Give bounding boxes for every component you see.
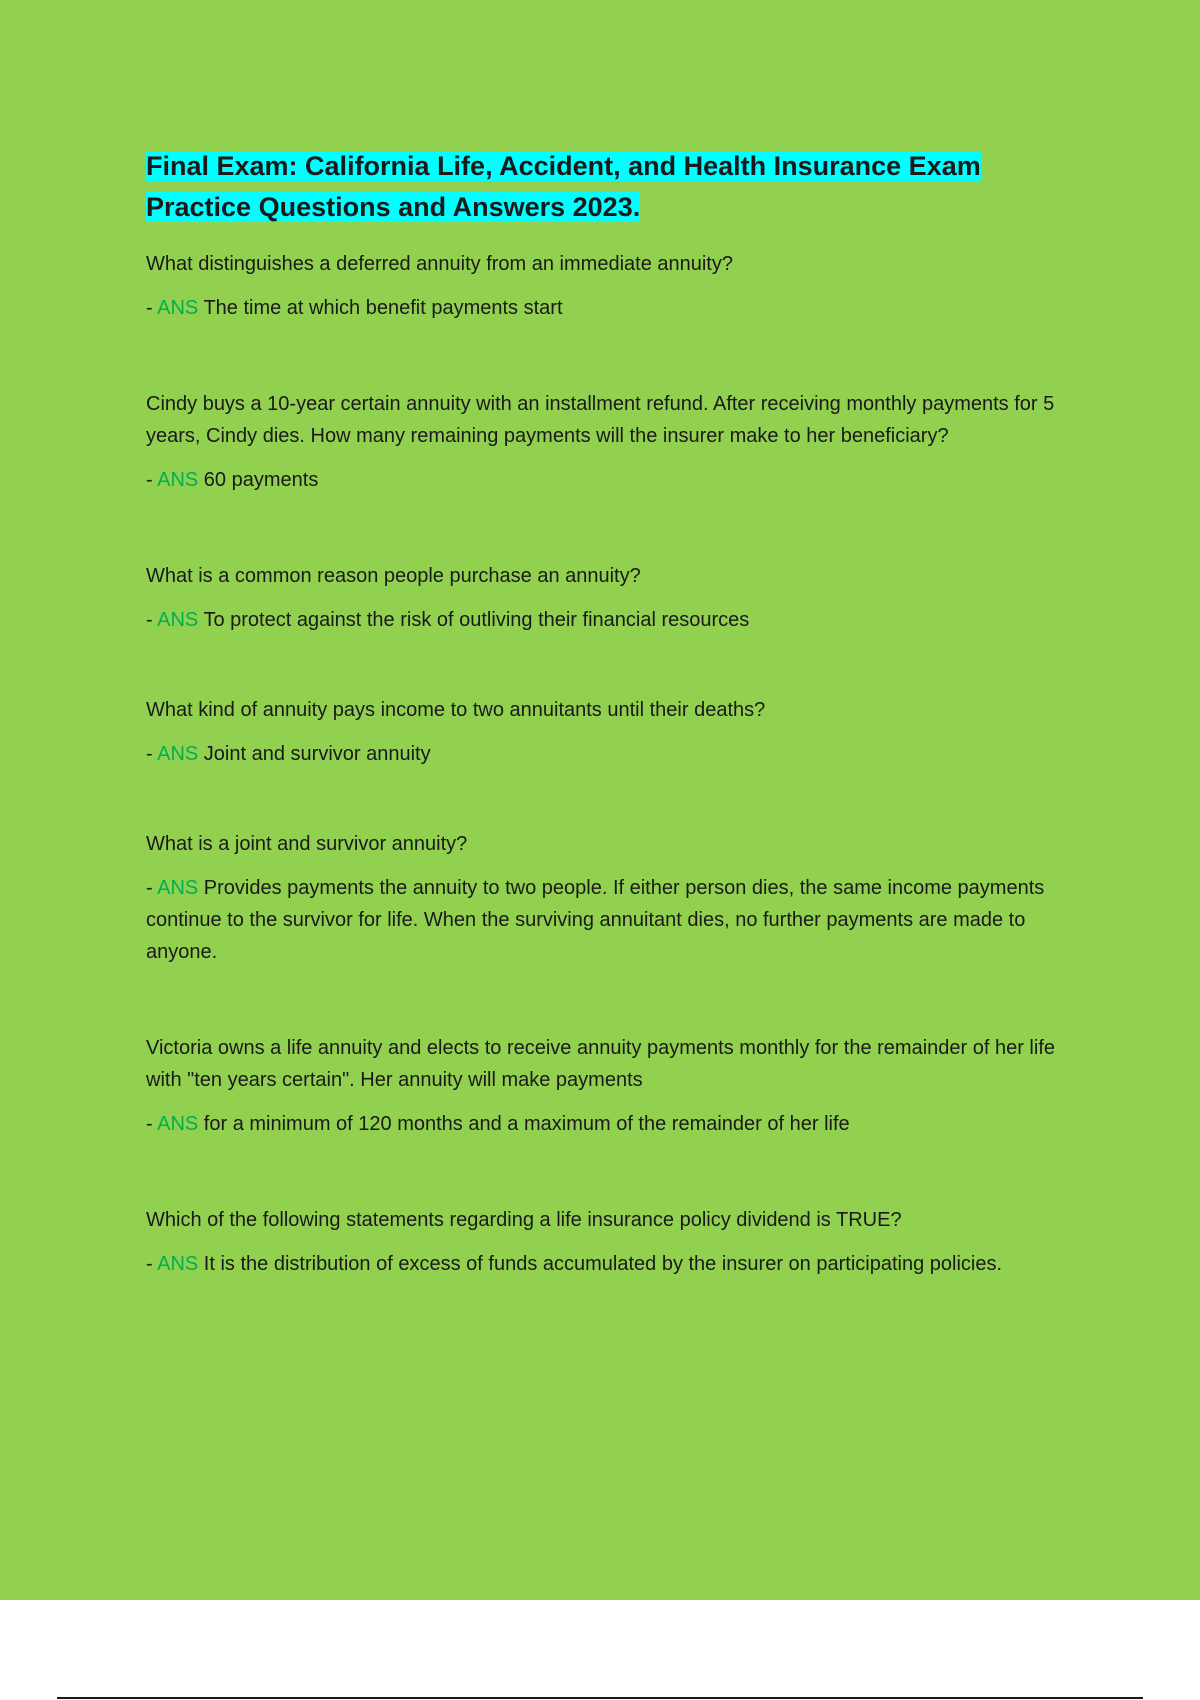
ans-label: ANS (157, 297, 199, 319)
answer-prefix: - (146, 1253, 158, 1275)
answer-text (146, 738, 1076, 770)
ans-label: ANS (157, 1253, 199, 1275)
answer-prefix: - (146, 877, 158, 899)
title-line-1: Final Exam: California Life, Accident, and Health Insurance Exam (146, 151, 981, 181)
ans-label: ANS (157, 469, 199, 491)
answer-prefix: - (146, 1113, 158, 1135)
ans-label: ANS (157, 743, 199, 765)
qa-item-1 (146, 248, 1076, 324)
question-text: What distinguishes a deferred annuity from an immediate annuity? (146, 253, 733, 275)
qa-item-7 (146, 1204, 1076, 1280)
question-text: Which of the following statements regarding a life insurance policy dividend is TRUE? (146, 1209, 902, 1231)
footer-divider (57, 1697, 1143, 1699)
answer-prefix: - (146, 297, 158, 319)
answer-prefix: - (146, 469, 158, 491)
answer-value: Joint and survivor annuity (198, 743, 431, 765)
question-text: What kind of annuity pays income to two annuitants until their deaths? (146, 699, 766, 721)
ans-label: ANS (157, 1113, 199, 1135)
qa-item-3 (146, 560, 1076, 636)
qa-item-6 (146, 1032, 1076, 1140)
question-text: Victoria owns a life annuity and elects to receive annuity payments monthly for the remainder of her life with "ten years certain". Her annuity will make payments (146, 1037, 1055, 1091)
question-text: Cindy buys a 10-year certain annuity with an installment refund. After receiving monthly payments for 5 years, Cindy dies. How many remaining payments will the insurer make to her beneficiary? (146, 393, 1055, 447)
answer-prefix: - (146, 609, 158, 631)
ans-label: ANS (157, 609, 199, 631)
answer-value: It is the distribution of excess of funds accumulated by the insurer on participating policies. (198, 1253, 1003, 1275)
ans-label: ANS (157, 877, 199, 899)
answer-text (146, 604, 1076, 636)
qa-item-4 (146, 694, 1076, 770)
answer-prefix: - (146, 743, 158, 765)
answer-text (146, 1108, 1076, 1140)
answer-value: 60 payments (198, 469, 319, 491)
document-title (146, 146, 1076, 228)
qa-item-5 (146, 828, 1076, 968)
answer-value: for a minimum of 120 months and a maximum of the remainder of her life (198, 1113, 850, 1135)
title-line-2: Practice Questions and Answers 2023. (146, 192, 641, 222)
answer-value: To protect against the risk of outliving their financial resources (198, 609, 750, 631)
document-body (146, 146, 1076, 1280)
answer-value: The time at which benefit payments start (198, 297, 563, 319)
answer-text (146, 292, 1076, 324)
answer-text (146, 872, 1076, 968)
answer-value: Provides payments the annuity to two people. If either person dies, the same income payments continue to the survivor for life. When the surviving annuitant dies, no further payments are made to anyone. (146, 877, 1045, 963)
qa-item-2 (146, 388, 1076, 496)
question-text: What is a common reason people purchase an annuity? (146, 565, 641, 587)
question-text: What is a joint and survivor annuity? (146, 833, 468, 855)
answer-text (146, 464, 1076, 496)
answer-text (146, 1248, 1076, 1280)
